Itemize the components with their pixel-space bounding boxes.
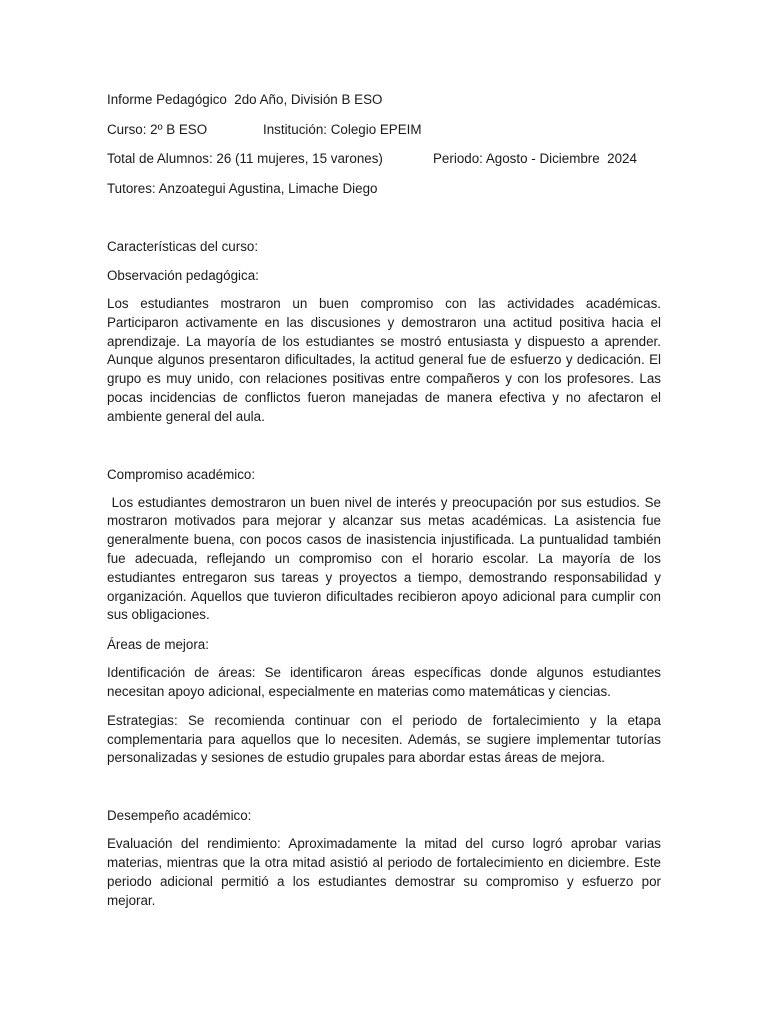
tutors-line: Tutores: Anzoategui Agustina, Limache Diego	[107, 180, 378, 196]
institution-label: Institución: Colegio EPEIM	[263, 121, 422, 137]
commitment-paragraph: Los estudiantes demostraron un buen nivel de interés y preocupación por sus estudios. Se mostraron motivados para mejorar y alcanzar sus metas académicas. La asistencia fue generalmente buena, con pocos casos de inasistencia injustificada. La puntualidad también fue adecuada, reflejando un compromiso con el horario escolar. La mayoría de los estudiantes entregaron sus tareas y proyectos a tiempo, demostrando responsabilidad y organización. Aquellos que tuvieron dificultades recibieron apoyo adicional para cumplir con sus obligaciones.	[107, 494, 665, 623]
strategies-paragraph: Estrategias: Se recomienda continuar con el periodo de fortalecimiento y la etapa complementaria para aquellos que lo necesiten. Además, se sugiere implementar tutorías personalizadas y sesiones de estudio grupales para abordar estas áreas de mejora.	[107, 712, 661, 766]
period-label: Periodo: Agosto - Diciembre 2024	[433, 151, 637, 166]
course-label: Curso: 2º B ESO	[107, 121, 208, 137]
performance-heading: Desempeño académico:	[107, 808, 252, 824]
commitment-heading: Compromiso académico:	[107, 466, 256, 482]
observation-heading: Observación pedagógica:	[107, 268, 259, 283]
students-count: Total de Alumnos: 26 (11 mujeres, 15 varones)	[107, 151, 383, 166]
characteristics-heading: Características del curso:	[107, 239, 259, 254]
identification-paragraph: Identificación de áreas: Se identificaron áreas específicas donde algunos estudiantes necesitan apoyo adicional, especialmente en materias como matemáticas y ciencias.	[107, 665, 661, 699]
report-title: Informe Pedagógico 2do Año, División B ESO	[107, 92, 383, 107]
course-line	[107, 120, 661, 139]
observation-paragraph: Los estudiantes mostraron un buen compromiso con las actividades académicas. Participaron activamente en las discusiones y demostraron una actitud positiva hacia el aprendizaje. La mayoría de los estudiantes se mostró entusiasta y dispuesto a aprender. Aunque algunos presentaron dificultades, la actitud general fue de esfuerzo y dedicación. El grupo es muy unido, con relaciones positivas entre compañeros y con los profesores. Las pocas incidencias de conflictos fueron manejadas de manera efectiva y no afectaron el ambiente general del aula.	[107, 296, 661, 424]
performance-paragraph: Evaluación del rendimiento: Aproximadamente la mitad del curso logró aprobar varias materias, mientras que la otra mitad asistió al periodo de fortalecimiento en diciembre. Este periodo adicional permitió a los estudiantes demostrar su compromiso y esfuerzo por mejorar.	[107, 836, 661, 908]
students-line	[107, 149, 661, 168]
document-page	[107, 90, 665, 910]
improvement-heading: Áreas de mejora:	[107, 637, 209, 653]
